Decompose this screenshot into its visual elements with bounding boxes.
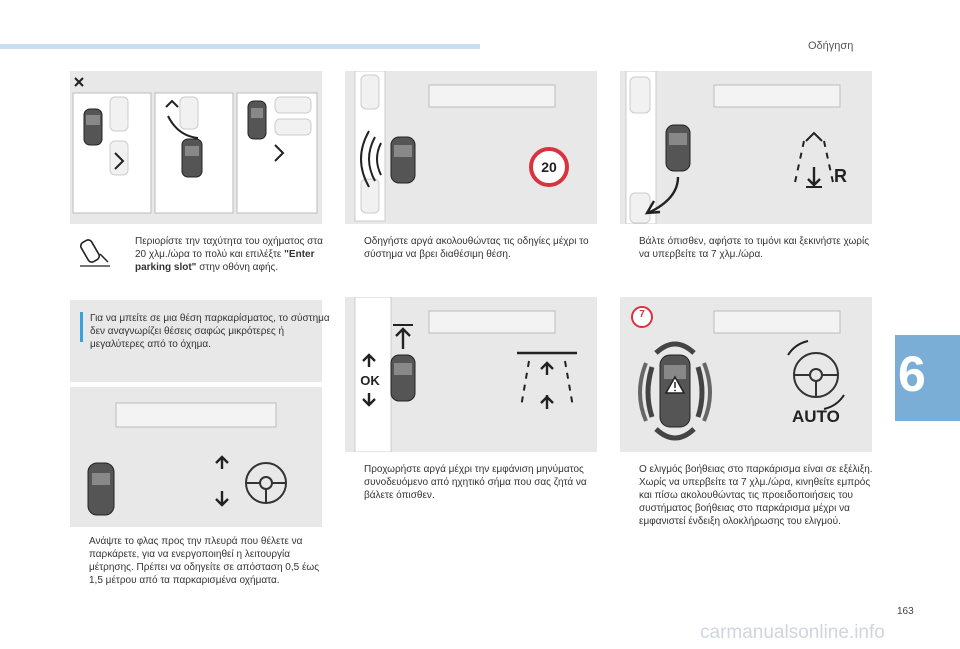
- page-number: 163: [897, 606, 914, 617]
- panel-auto-steering: [620, 297, 872, 452]
- panel-speed-sign: [345, 71, 597, 224]
- panel-reverse: [620, 71, 872, 224]
- top-accent-bar: [0, 44, 480, 49]
- step-drive-text: Οδηγήστε αργά ακολουθώντας τις οδηγίες μέχρι το σύστημα να βρει διαθέσιμη θέση.: [364, 236, 589, 260]
- step-select-speed-text-end: στην οθόνη αφής.: [196, 262, 279, 273]
- step-indicator-text: Ανάψτε το φλας προς την πλευρά που θέλετε να παρκάρετε, για να ενεργοποιηθεί η λειτουργία μέτρησης. Πρέπει να οδηγείτε σε απόσταση 0,5 έως 1,5 μέτρου από τα παρκαρισμένα οχήματα.: [89, 536, 320, 586]
- ok-label: OK: [360, 373, 380, 388]
- scene-1: [73, 93, 151, 213]
- section-title: Οδήγηση: [808, 40, 854, 52]
- auto-label: AUTO: [792, 407, 840, 426]
- panel-indicator: [70, 387, 322, 527]
- info-note-box: [70, 300, 330, 382]
- step-badge-number: 7: [639, 309, 645, 320]
- step-select-speed-text: Περιορίστε την ταχύτητα του οχήματος στα 20 χλμ./ώρα το πολύ και επιλέξτε: [135, 236, 323, 260]
- step-forward-text: Προχωρήστε αργά μέχρι την εμφάνιση μηνύματος συνοδευόμενο από ηχητικό σήμα που σας ζητά να βάλετε όπισθεν.: [364, 464, 587, 501]
- step-reverse-text: Βάλτε όπισθεν, αφήστε το τιμόνι και ξεκινήστε χωρίς να υπερβείτε τα 7 χλμ./ώρα.: [639, 236, 870, 260]
- panel-parking-scenes: [70, 71, 322, 224]
- scene-3: [237, 93, 317, 213]
- chapter-number: 6: [898, 346, 926, 402]
- car-speed-icon: [78, 236, 112, 270]
- step-auto-text: Ο ελιγμός βοήθειας στο παρκάρισμα είναι σε εξέλιξη. Χωρίς να υπερβείτε τα 7 χλμ./ώρα, κινηθείτε εμπρός και πίσω ακολουθώντας τις προειδοποιήσεις του συστήματος βοήθειας στο παρκάρισμα μέχρι να εμφανιστεί ένδειξη ολοκλήρωσης του ελιγμού.: [639, 464, 873, 527]
- speed-sign-value: 20: [541, 159, 557, 175]
- reverse-gear-letter: R: [834, 166, 847, 186]
- enter-parking-slot-label: "Enter parking slot": [135, 249, 315, 273]
- info-bar: [80, 312, 83, 342]
- panel-ok-forward: [345, 297, 597, 452]
- info-note-text: Για να μπείτε σε μια θέση παρκαρίσματος, το σύστημα δεν αναγνωρίζει θέσεις σαφώς μικρότερες ή μεγαλύτερες από το όχημα.: [90, 313, 330, 350]
- watermark: carmanualsonline.info: [700, 622, 885, 643]
- scene-2: [155, 93, 233, 213]
